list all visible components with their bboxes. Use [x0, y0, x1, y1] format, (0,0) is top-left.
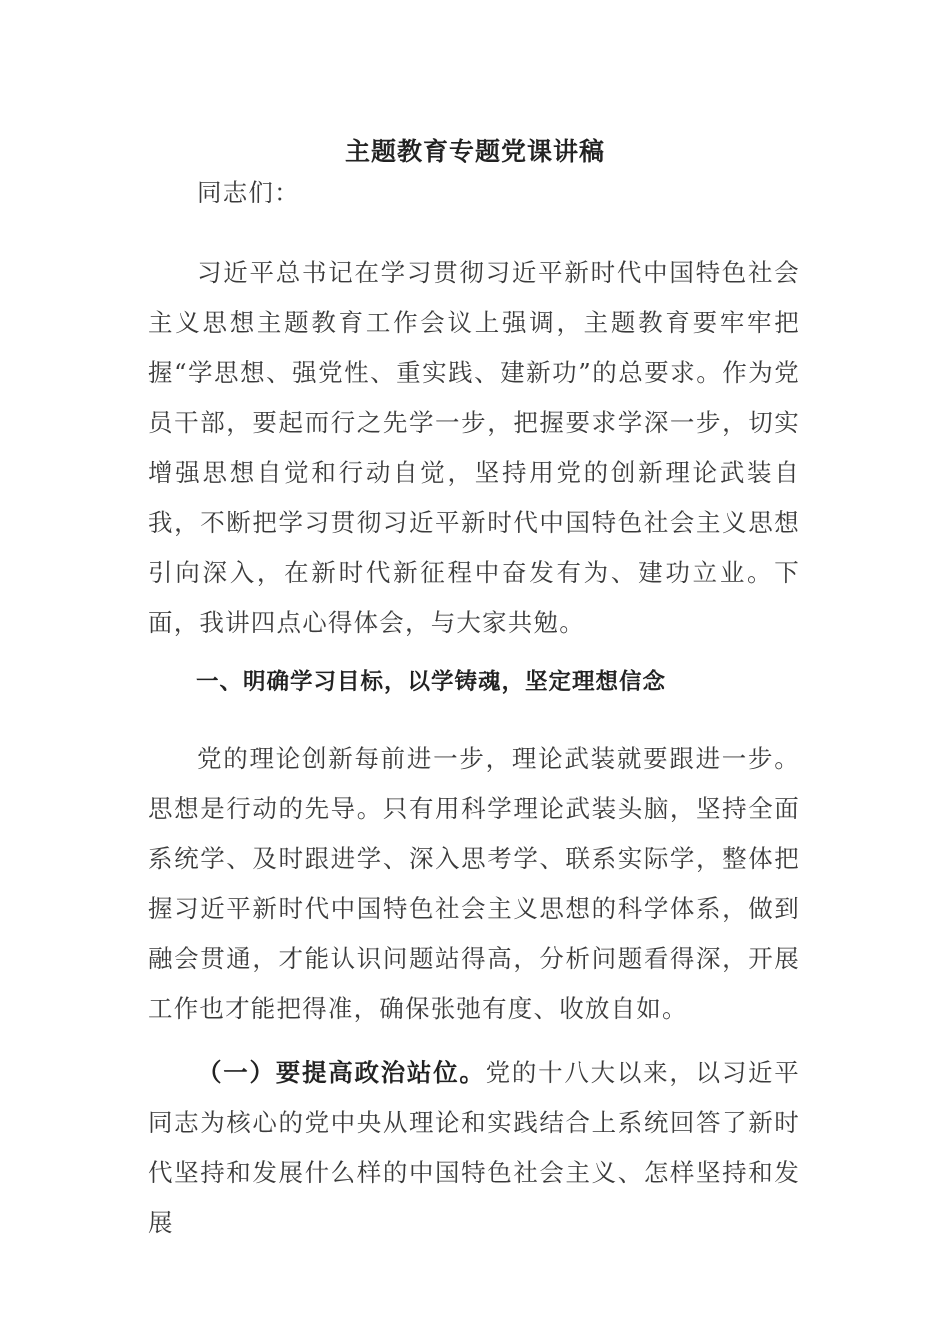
document-title: 主题教育专题党课讲稿	[344, 137, 605, 166]
section-paragraph: 党的理论创新每前进一步，理论武装就要跟进一步。思想是行动的先导。只有用科学理论武装头脑，坚持全面系统学、及时跟进学、深入思考学、联系实际学，整体把握习近平新时代中国特色社会主义思想的科学体系，做到融会贯通，才能认识问题站得高，分析问题看得深，开展工作也才能把得准，确保张弛有度、收放自如。	[148, 744, 800, 1023]
greeting-paragraph: 同志们：	[197, 178, 300, 207]
subsection-body: 党的十八大以来，以习近平同志为核心的党中央从理论和实践结合上系统回答了新时代坚持和发展什么样的中国特色社会主义、怎样坚持和发展	[148, 1058, 801, 1237]
section-heading: 一、明确学习目标，以学铸魂，坚定理想信念	[196, 669, 667, 695]
subsection-paragraph	[148, 1048, 800, 1248]
subsection-heading: （一）要提高政治站位。	[197, 1058, 486, 1087]
intro-paragraph: 习近平总书记在学习贯彻习近平新时代中国特色社会主义思想主题教育工作会议上强调，主题教育要牢牢把握“学思想、强党性、重实践、建新功”的总要求。作为党员干部，要起而行之先学一步，把握要求学深一步，切实增强思想自觉和行动自觉，坚持用党的创新理论武装自我，不断把学习贯彻习近平新时代中国特色社会主义思想引向深入，在新时代新征程中奋发有为、建功立业。下面，我讲四点心得体会，与大家共勉。	[148, 258, 800, 637]
